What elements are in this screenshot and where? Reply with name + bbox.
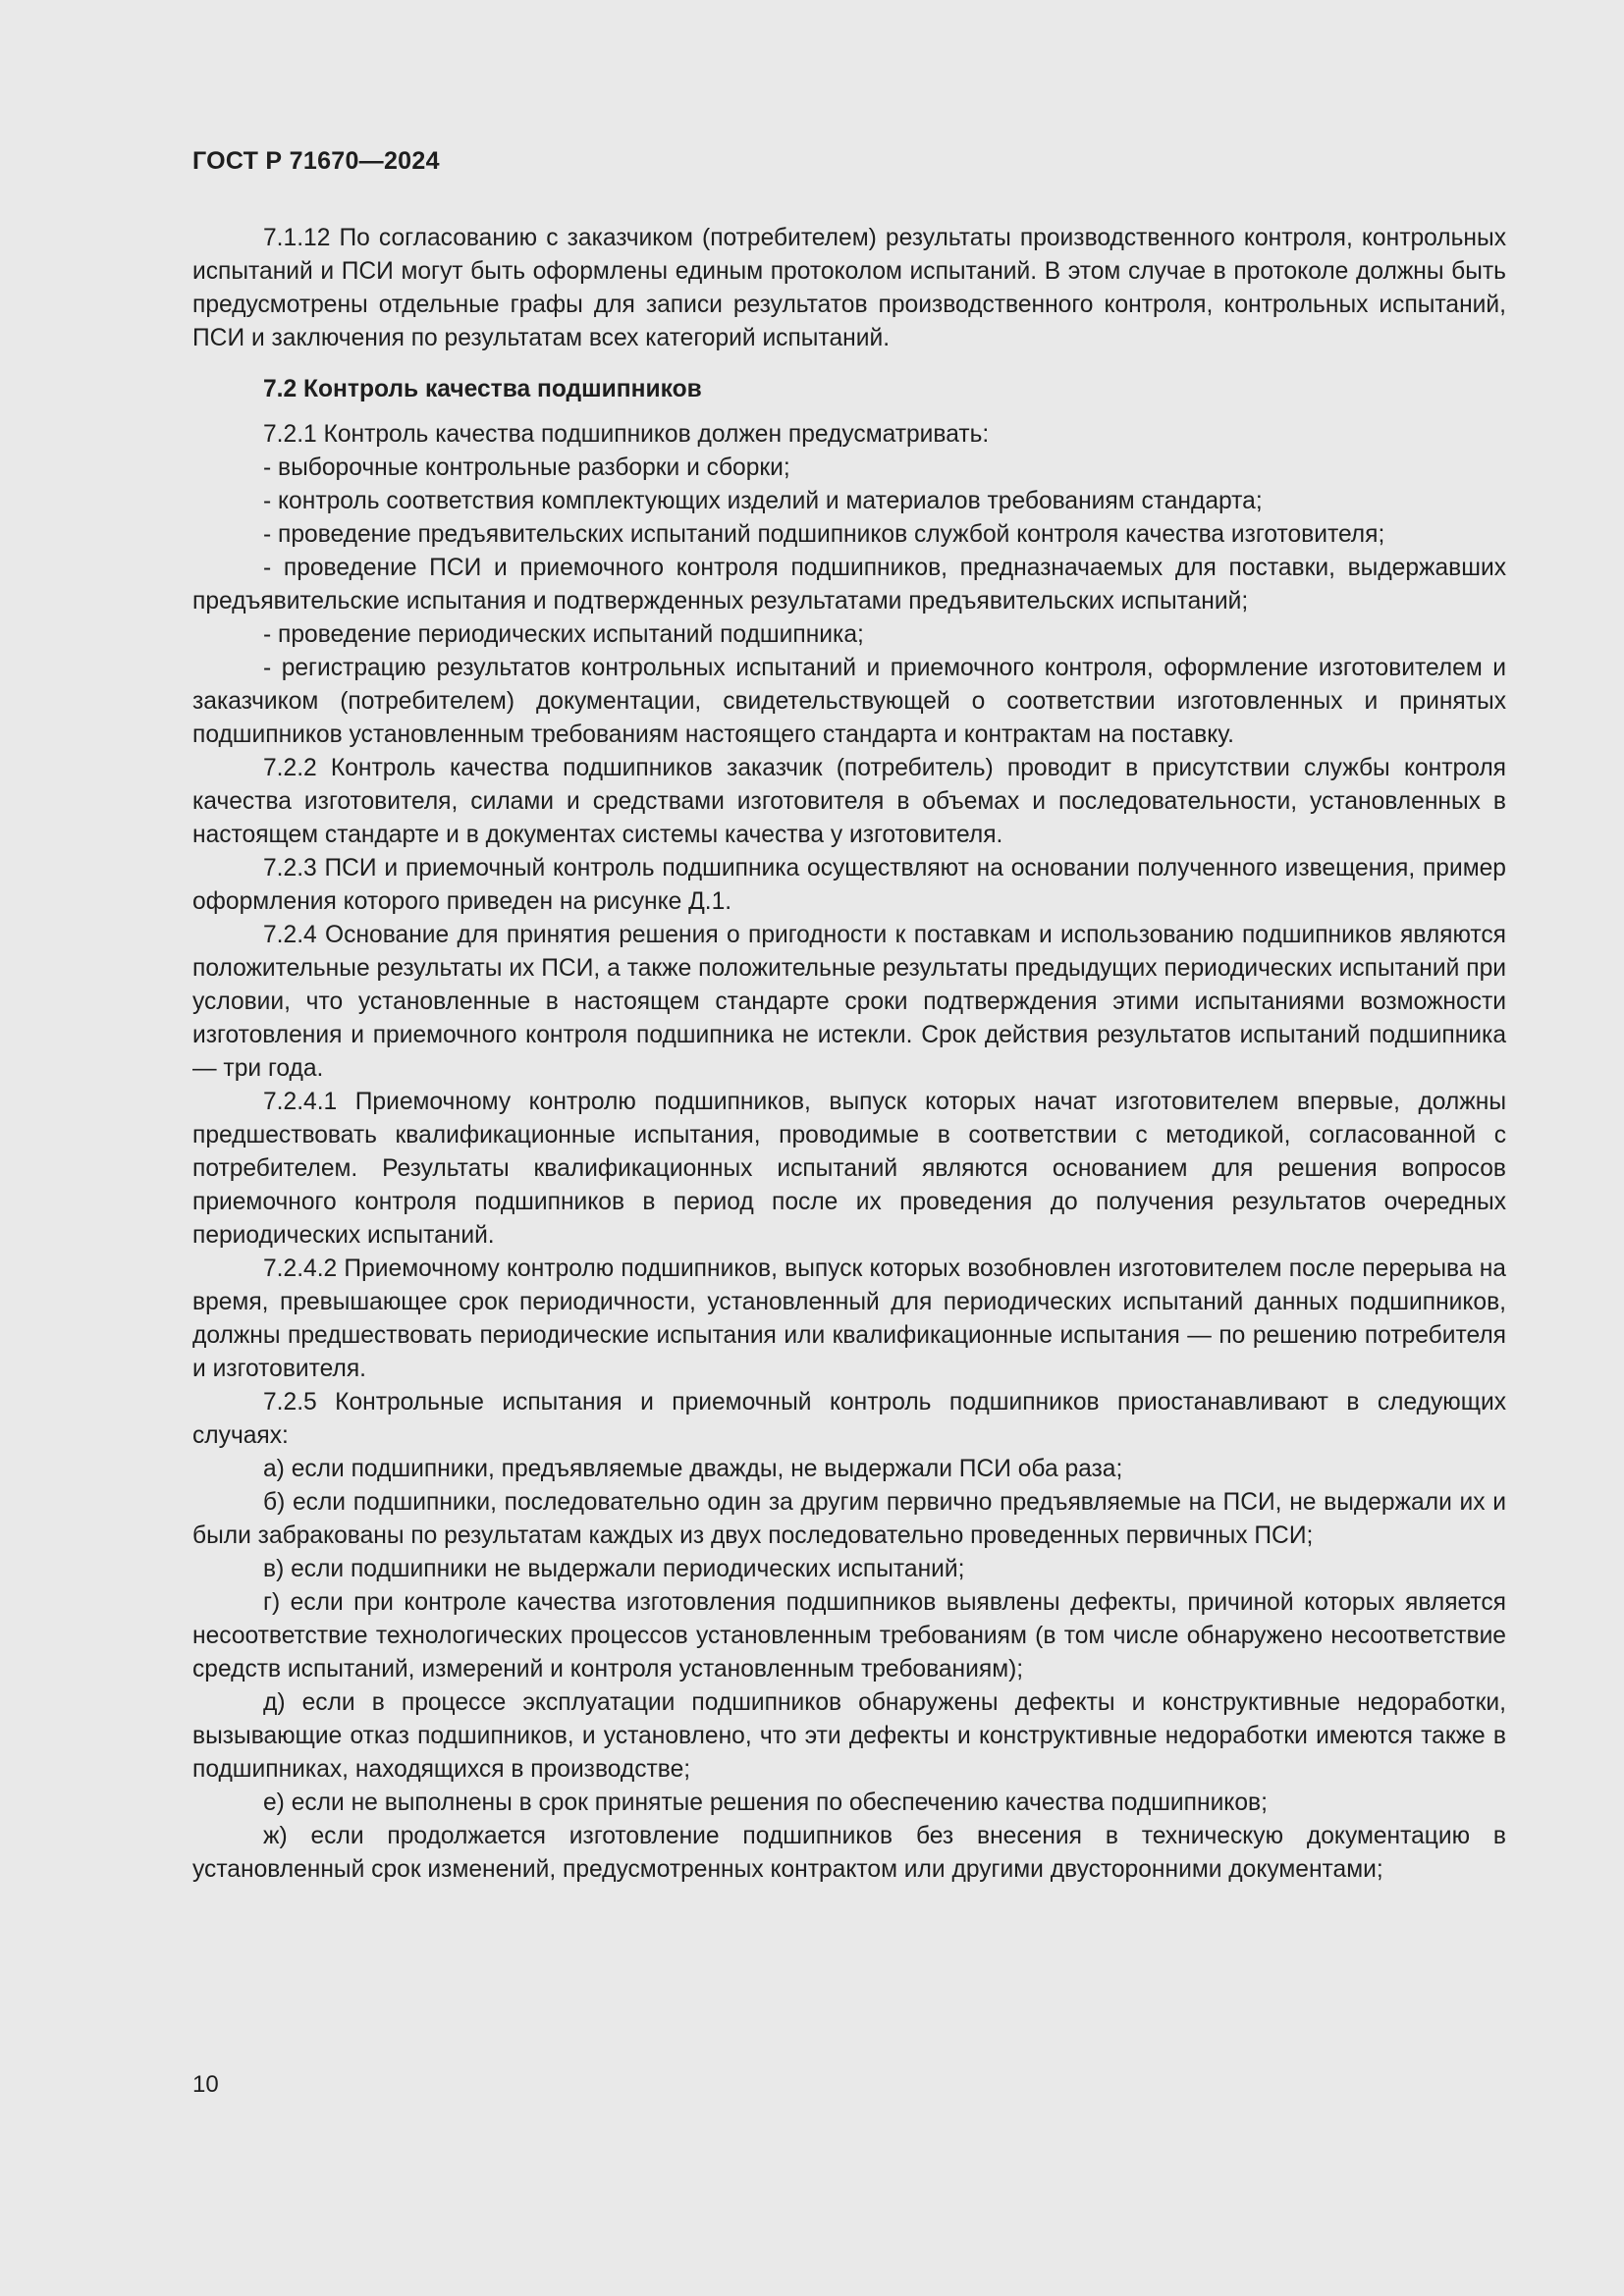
paragraph-7-2-4-1: 7.2.4.1 Приемочному контролю подшипников, выпуск которых начат изготовителем впервые, должны предшествовать квалификационные испытания, проводимые в соответствии с методикой, согласованной с потребителем. Результаты квалификационных испытаний являются основанием для решения вопросов приемочного контроля подшипников в период после их проведения до получения результатов очередных периодических испытаний. [192, 1089, 1506, 1249]
list-item: е) если не выполнены в срок принятые решения по обеспечению качества подшипников; [263, 1789, 1268, 1816]
paragraph-7-2-3: 7.2.3 ПСИ и приемочный контроль подшипника осуществляют на основании полученного извещения, пример оформления которого приведен на рисунке Д.1. [192, 855, 1506, 915]
list-item: г) если при контроле качества изготовления подшипников выявлены дефекты, причиной которых является несоответствие технологических процессов установленным требованиям (в том числе обнаружено несоответствие средств испытаний, измерений и контроля установленным требованиям); [192, 1589, 1506, 1682]
list-item: - проведение ПСИ и приемочного контроля подшипников, предназначаемых для поставки, выдержавших предъявительские испытания и подтвержденных результатами предъявительских испытаний; [192, 555, 1506, 614]
list-item: - выборочные контрольные разборки и сборки; [263, 454, 790, 481]
list-item: в) если подшипники не выдержали периодических испытаний; [263, 1556, 965, 1582]
list-item: б) если подшипники, последовательно один за другим первично предъявляемые на ПСИ, не выдержали их и были забракованы по результатам каждых из двух последовательно проведенных первичных ПСИ; [192, 1489, 1506, 1549]
paragraph-7-2-4-2: 7.2.4.2 Приемочному контролю подшипников, выпуск которых возобновлен изготовителем после перерыва на время, превышающее срок периодичности, установленный для периодических испытаний данных подшипников, должны предшествовать периодические испытания или квалификационные испытания — по решению потребителя и изготовителя. [192, 1255, 1506, 1382]
list-item: - проведение периодических испытаний подшипника; [263, 621, 864, 648]
paragraph-7-2-2: 7.2.2 Контроль качества подшипников заказчик (потребитель) проводит в присутствии службы контроля качества изготовителя, силами и средствами изготовителя в объемах и последовательности, установленных в настоящем стандарте и в документах системы качества у изготовителя. [192, 755, 1506, 848]
list-item: - проведение предъявительских испытаний подшипников службой контроля качества изготовителя; [263, 521, 1385, 548]
list-item: д) если в процессе эксплуатации подшипников обнаружены дефекты и конструктивные недоработки, вызывающие отказ подшипников, и установлено, что эти дефекты и конструктивные недоработки имеются также в подшипниках, находящихся в производстве; [192, 1689, 1506, 1783]
list-item: ж) если продолжается изготовление подшипников без внесения в техническую документацию в установленный срок изменений, предусмотренных контрактом или другими двусторонними документами; [192, 1823, 1506, 1883]
list-item: - регистрацию результатов контрольных испытаний и приемочного контроля, оформление изготовителем и заказчиком (потребителем) документации, свидетельствующей о соответствии изготовленных и принятых подшипников установленным требованиям настоящего стандарта и контрактам на поставку. [192, 655, 1506, 748]
list-item: а) если подшипники, предъявляемые дважды, не выдержали ПСИ оба раза; [263, 1456, 1123, 1482]
document-header: ГОСТ Р 71670—2024 [192, 147, 440, 175]
paragraph-7-2-1: 7.2.1 Контроль качества подшипников должен предусматривать: [263, 421, 990, 448]
page-number: 10 [192, 2071, 219, 2098]
section-title: 7.2 Контроль качества подшипников [263, 376, 702, 402]
paragraph-7-2-4: 7.2.4 Основание для принятия решения о пригодности к поставкам и использованию подшипников являются положительные результаты их ПСИ, а также положительные результаты предыдущих периодических испытаний при условии, что установленные в настоящем стандарте сроки подтверждения этими испытаниями возможности изготовления и приемочного контроля подшипника не истекли. Срок действия результатов испытаний подшипника — три года. [192, 922, 1506, 1082]
paragraph-7-2-5: 7.2.5 Контрольные испытания и приемочный контроль подшипников приостанавливают в следующих случаях: [192, 1389, 1506, 1449]
list-item: - контроль соответствия комплектующих изделий и материалов требованиям стандарта; [263, 488, 1263, 514]
paragraph-7-1-12: 7.1.12 По согласованию с заказчиком (потребителем) результаты производственного контроля, контрольных испытаний и ПСИ могут быть оформлены единым протоколом испытаний. В этом случае в протоколе должны быть предусмотрены отдельные графы для записи результатов производственного контроля, контрольных испытаний, ПСИ и заключения по результатам всех категорий испытаний. [192, 225, 1506, 351]
document-body [192, 222, 1506, 1887]
